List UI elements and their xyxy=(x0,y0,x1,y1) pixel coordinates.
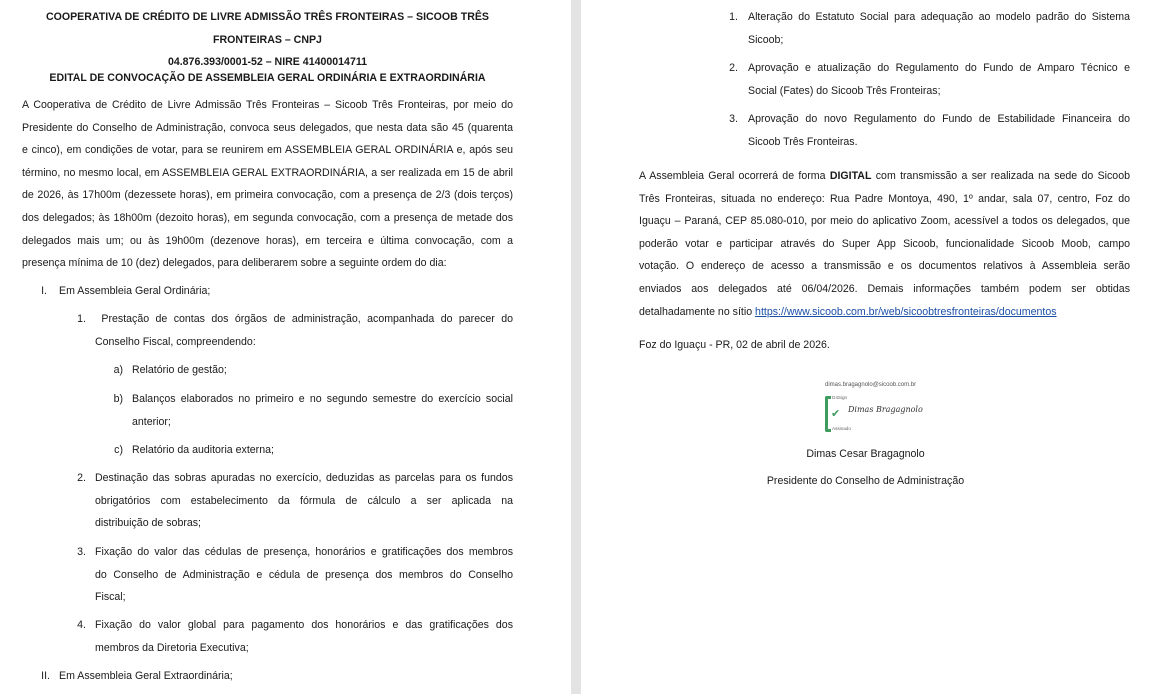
paragraph-line: enviados aos delegados até 06/04/2026. Demais informações também podem ser obtidas xyxy=(639,282,1130,295)
digital-signature-stamp xyxy=(825,381,937,435)
agenda-item xyxy=(0,614,571,660)
item-line xyxy=(95,308,513,331)
item-text: Prestação de contas dos órgãos de administração, acompanhada do parecer do xyxy=(101,313,514,325)
signer-name: Dimas Cesar Bragagnolo xyxy=(806,448,925,460)
subitem-line: Relatório da auditoria externa; xyxy=(132,444,274,456)
paragraph-line: Três Fronteiras, situada no endereço: Rua Padre Montoya, 490, 1º andar, sala 07, centro, Foz do xyxy=(639,192,1130,205)
item-line: membros da Diretoria Executiva; xyxy=(95,641,249,654)
section-label: Em Assembleia Geral Ordinária; xyxy=(59,285,211,297)
item-line: distribuição de sobras; xyxy=(95,517,201,530)
paragraph-line: de 2026, às 17h00m (dezessete horas), em primeira convocação, com a presença de 2/3 (dois terços) xyxy=(22,189,513,202)
subitem-marker: b) xyxy=(113,393,123,405)
agenda-item xyxy=(0,541,571,610)
item-number: 3. xyxy=(729,113,738,125)
paragraph-text: detalhadamente no sítio xyxy=(639,305,753,318)
item-line: Sicoob Três Fronteiras. xyxy=(748,135,858,148)
paragraph-line: delegados mais um; ou às 19h00m (dezenove horas), em terceira e última convocação, com a xyxy=(22,234,513,247)
subitem-marker: a) xyxy=(113,364,123,376)
paragraph-line: e cinco), em condições de votar, para se reunirem em ASSEMBLEIA GERAL ORDINÁRIA e, após seu xyxy=(22,144,513,157)
agenda-item xyxy=(581,6,1150,52)
item-number: 1. xyxy=(77,313,86,325)
item-line: Fiscal; xyxy=(95,591,126,604)
agenda-subitem xyxy=(0,388,571,434)
agenda-subitem xyxy=(0,439,571,462)
signature-email: dimas.bragagnolo@sicoob.com.br xyxy=(825,382,917,388)
document-page-right xyxy=(581,0,1150,694)
signature-provider: D4Sign xyxy=(832,395,848,400)
document-page-left xyxy=(0,0,571,694)
section-label: Em Assembleia Geral Extraordinária; xyxy=(59,670,233,682)
agenda-item xyxy=(0,308,571,354)
paragraph-line xyxy=(639,301,1130,324)
paragraph-text: com transmissão a ser realizada na sede do Sicoob xyxy=(875,170,1130,182)
item-line: Alteração do Estatuto Social para adequação ao modelo padrão do Sistema xyxy=(748,11,1130,23)
item-line: Social (Fates) do Sicoob Três Fronteiras; xyxy=(748,84,941,97)
agenda-item xyxy=(0,467,571,536)
header-line: COOPERATIVA DE CRÉDITO DE LIVRE ADMISSÃO TRÊS FRONTEIRAS – SICOOB TRÊS FRONTEIRAS – CNPJ xyxy=(45,11,490,46)
section-ordinaria xyxy=(0,280,571,303)
item-line: do Conselho de Administração e cédula de presença dos membros do Conselho xyxy=(95,568,513,581)
digital-emphasis: DIGITAL xyxy=(829,170,872,182)
section-extraordinaria xyxy=(0,665,571,688)
item-line: Fixação do valor das cédulas de presença, honorários e gratificações dos membros xyxy=(95,546,513,558)
item-number: 2. xyxy=(77,472,86,484)
paragraph-line: votação. O endereço de acesso a transmissão e os documentos relativos à Assembleia serão xyxy=(639,260,1130,273)
cooperative-header xyxy=(20,6,515,74)
item-line: Destinação das sobras apuradas no exercício, deduzidas as parcelas para os fundos xyxy=(95,472,513,484)
item-line: Sicoob; xyxy=(748,33,784,46)
paragraph-line: Iguaçu – Paraná, CEP 85.080-010, por meio do aplicativo Zoom, acessível a todos os delegados, que xyxy=(639,215,1130,228)
check-icon: ✔ xyxy=(831,408,841,420)
header-line: 04.876.393/0001-52 – NIRE 41400014711 xyxy=(167,56,368,69)
edital-title: EDITAL DE CONVOCAÇÃO DE ASSEMBLEIA GERAL ORDINÁRIA E EXTRAORDINÁRIA xyxy=(49,72,486,84)
subitem-line: anterior; xyxy=(132,415,171,428)
paragraph-line: poderão votar e participar através do Super App Sicoob, funcionalidade Sicoob Moob, campo xyxy=(639,237,1130,250)
item-line: Aprovação do novo Regulamento do Fundo de Estabilidade Financeira do xyxy=(748,113,1130,125)
agenda-item xyxy=(581,57,1150,103)
item-line: Conselho Fiscal, compreendendo: xyxy=(95,335,256,348)
assembly-paragraph xyxy=(639,165,1130,323)
paragraph-line: presença mínima de 10 (dez) delegados, para deliberarem sobre a seguinte ordem do dia: xyxy=(22,257,447,270)
paragraph-text: A Assembleia Geral ocorrerá de forma xyxy=(639,170,826,182)
section-marker: II. xyxy=(41,670,50,682)
paragraph-line: A Cooperativa de Crédito de Livre Admissão Três Fronteiras – Sicoob Três Fronteiras, por meio do xyxy=(22,99,513,111)
signature-status: Assinado xyxy=(832,426,851,431)
item-line: Aprovação e atualização do Regulamento do Fundo de Amparo Técnico e xyxy=(748,62,1130,74)
handwritten-signature: Dimas Bragagnolo xyxy=(848,405,923,414)
item-number: 3. xyxy=(77,546,86,558)
signer-role: Presidente do Conselho de Administração xyxy=(766,475,965,487)
paragraph-line: término, no mesmo local, em ASSEMBLEIA GERAL EXTRAORDINÁRIA, a ser realizada em 15 de abril xyxy=(22,166,513,179)
item-number: 4. xyxy=(77,619,86,631)
paragraph-line: dos delegados; às 18h00m (dezoito horas), em segunda convocação, com a presença de metade dos xyxy=(22,211,513,224)
paragraph-line xyxy=(639,165,1130,188)
subitem-marker: c) xyxy=(114,444,123,456)
place-date: Foz do Iguaçu - PR, 02 de abril de 2026. xyxy=(639,339,830,351)
agenda-subitem xyxy=(0,359,571,382)
paragraph-line: Presidente do Conselho de Administração, convoca seus delegados, que nesta data são 45 (quarenta xyxy=(22,121,513,134)
section-marker: I. xyxy=(41,285,47,297)
item-line: Fixação do valor global para pagamento dos honorários e das gratificações dos xyxy=(95,619,513,631)
agenda-item xyxy=(581,108,1150,154)
item-line: obrigatórios com estabelecimento da fórmula de cálculo a ser aplicada na xyxy=(95,494,513,507)
intro-paragraph xyxy=(22,94,513,275)
item-number: 1. xyxy=(729,11,738,23)
documents-link[interactable]: https://www.sicoob.com.br/web/sicoobtresfronteiras/documentos xyxy=(755,305,1057,318)
subitem-line: Relatório de gestão; xyxy=(132,364,227,376)
subitem-line: Balanços elaborados no primeiro e no segundo semestre do exercício social xyxy=(132,393,513,405)
item-number: 2. xyxy=(729,62,738,74)
